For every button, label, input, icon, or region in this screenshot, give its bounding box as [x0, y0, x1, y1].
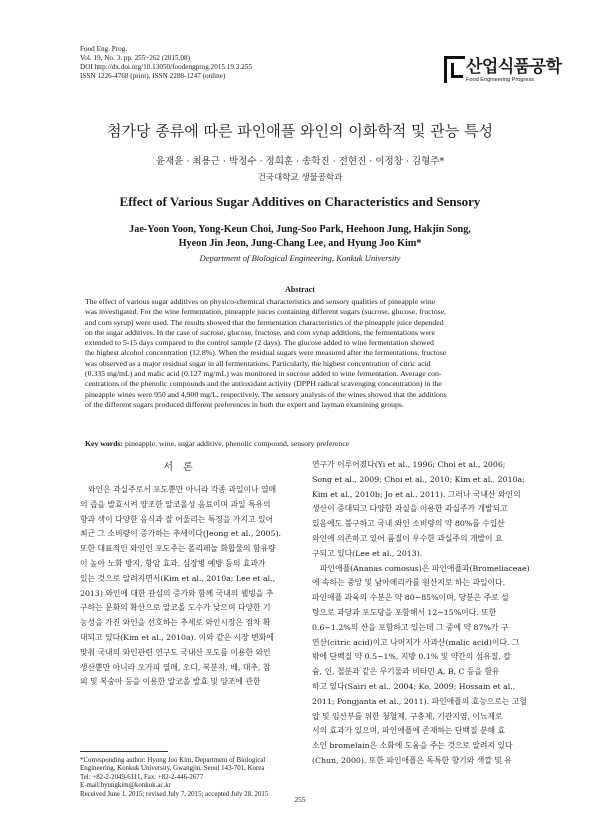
abstract-line: was investigated. For the wine fermentation, pineapple juices containing different sugars (sucrose, glucose, fructose,	[85, 307, 446, 317]
author-line: Hyeon Jin Jeon, Jung-Chang Lee, and Hyung Joo Kim*	[178, 238, 422, 249]
journal-line: DOI http://dx.doi.org/10.13050/foodengprog.2015.19.3.255	[80, 63, 252, 71]
body-line: 외 및 복숭아 등을 이용한 알코올 발효 및 양조에 관한	[80, 677, 261, 687]
journal-logo	[444, 52, 562, 88]
footnote-line: Received June 1, 2015; revised July 7, 2015; accepted July 28, 2015	[80, 790, 269, 798]
body-line: 슘, 인, 철분과 같은 무기물과 비타민 A, B, C 등을 함유	[312, 667, 500, 677]
body-line: Song et al., 2009; Choi et al., 2010; Kim et al., 2010a;	[312, 474, 525, 484]
body-line: 또한 대표적인 와인인 포도주는 폴리페놀 화합물의 함유량	[80, 544, 276, 554]
abstract-line: was observed as a major residual sugar in all fermentations. Particularly, the highest concentration of citric acid	[85, 358, 431, 368]
korean-authors: 윤재윤 · 최용근 · 박정수 · 정희훈 · 송학진 · 전현진 · 이정창 · 김형주*	[155, 156, 445, 167]
abstract-line: extended to 5-15 days compared to the control sample (2 days). The glucose added to wine fermentation showed	[85, 338, 434, 348]
abstract-heading: Abstract	[285, 285, 315, 294]
body-line: 2013) 와인에 대한 관심의 증가와 함께 국내의 웰빙을 추	[80, 588, 274, 598]
keywords-label: Key words:	[85, 439, 124, 448]
section-heading: 서론	[163, 462, 203, 473]
abstract-line: (0.335 mg/mL) and malic acid (0.127 mg/mL) was monitored in sucrose added to wine fermentation. Average con-	[85, 369, 442, 379]
body-line: 맞춰 국내의 와인관련 연구도 국내산 포도를 이용한 와인	[80, 647, 271, 657]
body-line: 있음에도 불구하고 국내 와인 소비량의 약 80%를 수입산	[312, 519, 505, 529]
journal-line: ISSN 1226-4768 (print), ISSN 2288-1247 (online)	[80, 72, 226, 80]
body-line: 압 및 임산부를 위한 청혈제, 구충제, 기관지염, 이뇨제로	[312, 711, 503, 721]
body-line: 능성을 가진 와인을 선호하는 추세로 와인시장은 점차 확	[80, 618, 271, 628]
body-line: 하고 있다(Sairi et al., 2004; Ko, 2009; Hossain et al.,	[312, 681, 516, 691]
footnote-line: Engineering, Konkuk University, Gwangjin, Seoul 143-701, Korea	[80, 765, 265, 773]
abstract-line: centrations of the phenolic compounds and the antioxidant activity (DPPH radical scavenging concentration) in the	[85, 379, 442, 389]
left-column	[80, 483, 292, 690]
right-column	[312, 458, 530, 769]
footnote-line: E-mail:hyungkim@konkuk.ac.kr	[80, 782, 171, 790]
body-line: 서의 효과가 있으며, 파인애플에 존재하는 단백질 분해 효	[312, 726, 506, 736]
page-number: 255	[294, 795, 306, 804]
korean-affiliation: 건국대학교 생물공학과	[257, 173, 343, 183]
korean-title: 첨가당 종류에 따른 파인애플 와인의 이화학적 및 관능 특성	[107, 122, 493, 140]
body-line: 연산(citric acid)이고 나머지가 사과산(malic acid)이다. 그	[312, 637, 520, 647]
abstract-line: The effect of various sugar additives on physico-chemical characteristics and sensory qualities of pineapple wine	[85, 297, 436, 306]
footnote	[80, 757, 268, 799]
body-line: 생산뿐만 아니라 오가피 열매, 오디, 복분자, 배, 대추, 참	[80, 662, 271, 672]
logo-mark-icon	[444, 56, 465, 83]
body-line: 있는 것으로 알려지면서(Kim et al., 2010a; Lee et al.,	[80, 573, 276, 583]
footnote-line: *Corresponding author: Hyung Joo Kim, Department of Biological	[80, 757, 266, 764]
body-line: 와인에 의존하고 있어 품질이 우수한 과실주의 개발이 요	[312, 533, 503, 543]
body-line: 파인애플 과육의 수분은 약 80~85%이며, 당분은 주로 설	[312, 593, 509, 603]
body-line: Kim et al., 2010b; Jo et al., 2011). 그러나 국내산 와인의	[312, 489, 521, 499]
footnote-line: Tel: +82-2-2049-6111, Fax: +82-2-446-2677	[80, 773, 204, 781]
body-line: 0.6~1.2%의 산을 포함하고 있는데 그 중에 약 87%가 구	[312, 622, 509, 632]
journal-line: Vol. 19, No. 3. pp. 255~262 (2015.08)	[80, 54, 190, 62]
body-line: 대되고 있다(Kim et al., 2010a). 이와 같은 시장 변화에	[80, 632, 274, 642]
abstract-line: pineapple wines were 950 and 4,900 mg/L, respectively. The sensory analysis of the wines showed that the additions	[85, 389, 447, 399]
body-line: 2011; Pongjanta et al., 2011). 파인애플의 효능으로는 고혈	[312, 696, 527, 706]
body-line: 구되고 있다(Lee et al., 2013).	[312, 548, 423, 558]
journal-line: Food Eng. Prog.	[80, 45, 128, 53]
abstract-line: on the sugar additives. In the case of sucrose, glucose, fructose, and corn syrup additions, the fermentations were	[85, 327, 435, 337]
author-line: Jae-Yoon Yoon, Yong-Keun Choi, Jung-Soo Park, Heehoon Jung, Hakjin Song,	[129, 224, 471, 235]
body-line: 향과 색이 다양한 음식과 잘 어울리는 특징을 가지고 있어	[80, 514, 274, 524]
body-line: 연구가 이루어졌다(Yi et al., 1996; Choi et al., 2006;	[312, 460, 506, 469]
abstract-line: of the different sugars produced different preferences in both the expert and layman examining groups.	[85, 399, 404, 409]
body-line: 소인 bromelain은 소화에 도움을 주는 것으로 알려져 있다	[312, 741, 513, 751]
logo-text: 산업식품공학	[466, 57, 562, 77]
english-authors	[0, 223, 600, 251]
body-line: 생산이 증대되고 다양한 과실을 이용한 과실주가 개발되고	[312, 504, 508, 514]
footnote-divider	[80, 751, 168, 752]
english-title: Effect of Various Sugar Additives on Characteristics and Sensory	[119, 194, 481, 209]
body-line: 파인애플(Ananas comosus)은 파인애플과(Bromeliaceae)	[320, 563, 530, 573]
abstract-line: and corn syrup) were used. The results showed that the fermentation characteristics of the pineapple juice depended	[85, 317, 444, 327]
body-line: 이 높아 노화 방지, 항암 효과, 심장병 예방 등의 효과가	[80, 558, 266, 568]
body-line: (Chun, 2000). 또한 파인애플은 독특한 향기와 색깔 및 유	[312, 755, 512, 765]
body-line: 의 즙을 발효시켜 양조한 알코올성 음료이며 과일 특유의	[80, 499, 271, 509]
english-affiliation: Department of Biological Engineering, Konkuk University	[199, 253, 401, 263]
abstract-body	[85, 297, 521, 410]
body-line: 탕으로 과당과 포도당을 포함해서 12~15%이다. 또한	[312, 607, 497, 617]
body-line: 에 속하는 중앙 및 남아메리카를 원산지로 하는 과일이다.	[312, 578, 506, 588]
body-line: 밖에 단백질 약 0.5~1%, 지방 0.1% 및 약간의 섬유질, 칼	[312, 652, 511, 662]
body-line: 와인은 과실주로서 포도뿐만 아니라 각종 과일이나 열매	[88, 485, 277, 494]
abstract-line: the highest alcohol concentration (12.8%). When the residual sugars were measured after the fermentations, fructose	[85, 348, 447, 358]
keywords-text: pineapple, wine, sugar additive, phenolic compound, sensory preference	[123, 439, 350, 448]
keywords	[85, 439, 521, 448]
body-line: 구하는 문화의 확산으로 알코올 도수가 낮으며 다양한 기	[80, 603, 271, 613]
logo-subtitle: Food Engineering Progress	[466, 77, 535, 83]
journal-info	[80, 45, 252, 81]
body-line: 최근 그 소비량이 증가하는 추세이다(Jeong et al., 2005).	[80, 529, 282, 539]
